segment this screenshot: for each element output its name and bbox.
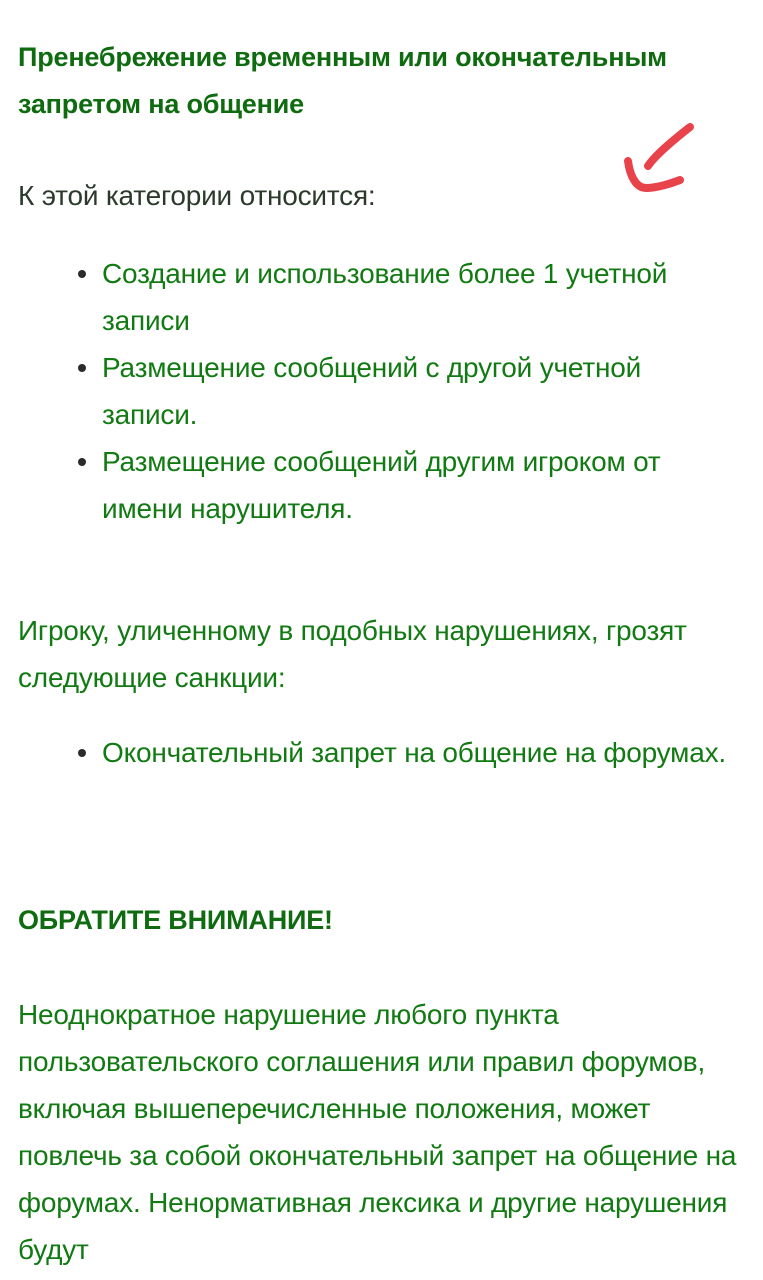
section-title: Пренебрежение временным или окончательным запретом на общение [18,42,667,119]
list-item [0,729,763,776]
list-item-text: Размещение сообщений с другой учетной записи. [102,352,642,430]
bullet-icon [78,270,86,278]
category-intro: К этой категории относится: [18,180,376,211]
bullet-icon [78,749,86,757]
list-item [0,344,763,438]
list-item [0,438,763,532]
list-item [0,250,763,344]
notice-title: ОБРАТИТЕ ВНИМАНИЕ! [18,905,333,935]
sanctions-intro: Игроку, уличенному в подобных нарушениях, грозят следующие санкции: [18,615,687,693]
list-item-text: Окончательный запрет на общение на форумах. [102,737,726,768]
category-list [0,250,763,532]
notice-text: Неоднократное нарушение любого пункта пользовательского соглашения или правил форумов, включая вышеперечисленные положения, может повлечь за собой окончательный запрет на общение на форумах. Ненормативная лексика и другие нарушения будут [18,999,737,1265]
sanctions-list [0,729,763,776]
list-item-text: Размещение сообщений другим игроком от имени нарушителя. [102,446,661,524]
bullet-icon [78,458,86,466]
list-item-text: Создание и использование более 1 учетной записи [102,258,668,336]
bullet-icon [78,364,86,372]
